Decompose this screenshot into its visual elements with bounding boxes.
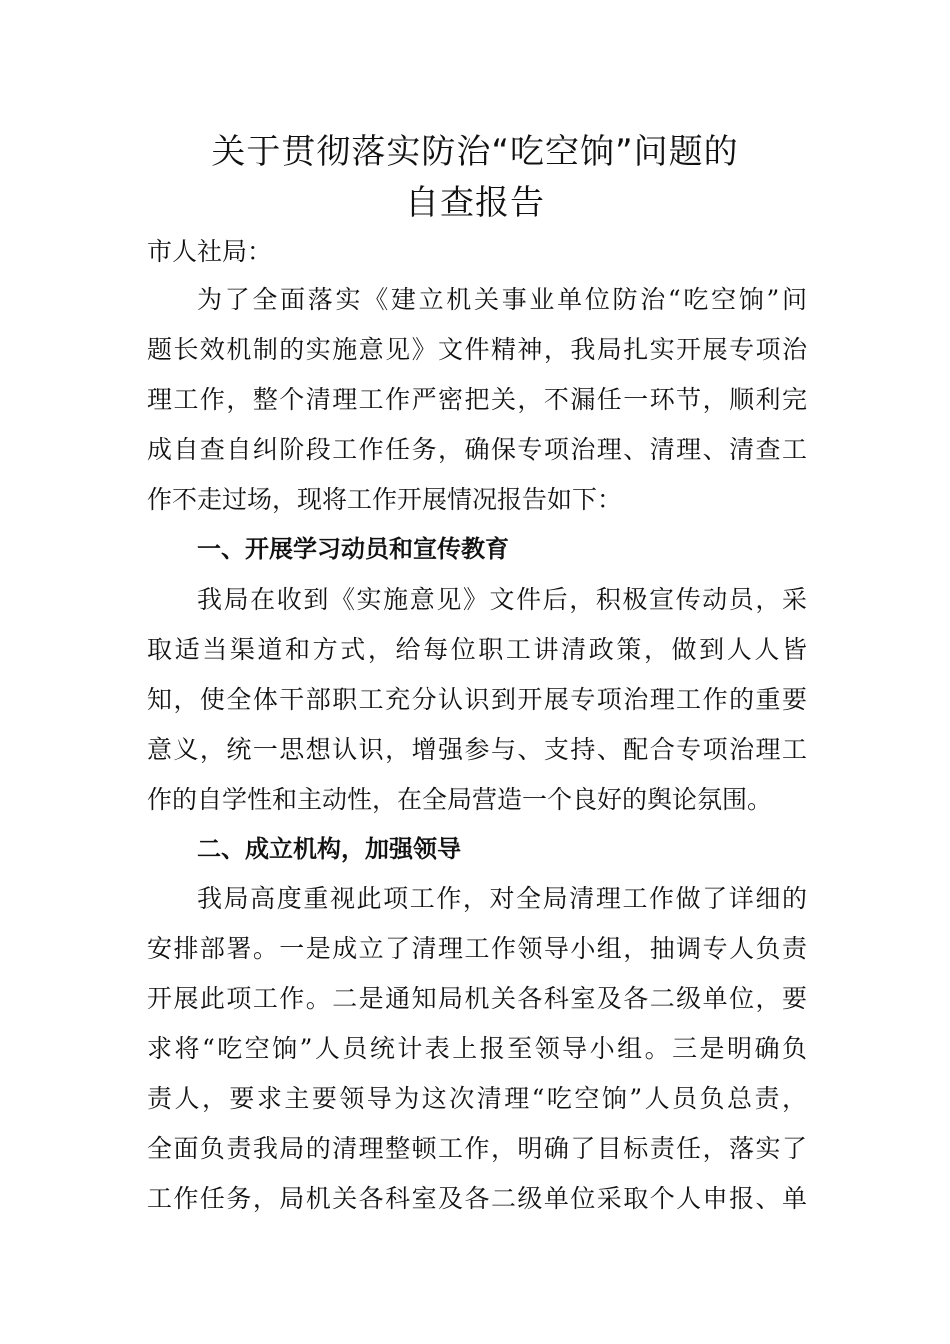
paragraph-1-line-3: 理工作，整个清理工作严密把关，不漏任一环节，顺利完 — [147, 385, 807, 414]
section-heading-1: 一、开展学习动员和宣传教育 — [197, 535, 509, 563]
paragraph-3-line-3: 开展此项工作。二是通知局机关各科室及各二级单位，要 — [147, 984, 807, 1013]
paragraph-1-line-2: 题长效机制的实施意见》文件精神，我局扎实开展专项治 — [147, 335, 807, 364]
paragraph-2-line-3: 知，使全体干部职工充分认识到开展专项治理工作的重要 — [147, 685, 807, 714]
report-title-line-2: 自查报告 — [405, 183, 545, 223]
paragraph-3-line-1: 我局高度重视此项工作，对全局清理工作做了详细的 — [197, 884, 807, 913]
paragraph-1-line-4: 成自查自纠阶段工作任务，确保专项治理、清理、清查工 — [147, 435, 807, 464]
paragraph-3-line-4: 求将“吃空饷”人员统计表上报至领导小组。三是明确负 — [147, 1034, 807, 1063]
paragraph-3-line-5: 责人，要求主要领导为这次清理“吃空饷”人员负总责， — [147, 1084, 807, 1113]
paragraph-2-line-5: 作的自学性和主动性，在全局营造一个良好的舆论氛围。 — [147, 785, 773, 814]
paragraph-2-line-1: 我局在收到《实施意见》文件后，积极宣传动员，采 — [197, 585, 807, 614]
paragraph-1-line-1: 为了全面落实《建立机关事业单位防治“吃空饷”问 — [197, 285, 807, 314]
section-heading-2: 二、成立机构，加强领导 — [197, 835, 461, 863]
paragraph-2-line-2: 取适当渠道和方式，给每位职工讲清政策，做到人人皆 — [147, 635, 807, 664]
paragraph-3-line-6: 全面负责我局的清理整顿工作，明确了目标责任，落实了 — [147, 1134, 807, 1163]
paragraph-3-line-2: 安排部署。一是成立了清理工作领导小组，抽调专人负责 — [147, 934, 807, 963]
report-title-line-1: 关于贯彻落实防治“吃空饷”问题的 — [211, 132, 739, 172]
paragraph-3-line-7: 工作任务，局机关各科室及各二级单位采取个人申报、单 — [147, 1184, 807, 1213]
paragraph-2-line-4: 意义，统一思想认识，增强参与、支持、配合专项治理工 — [147, 735, 807, 764]
salutation: 市人社局： — [147, 237, 273, 266]
paragraph-1-line-5: 作不走过场，现将工作开展情况报告如下： — [147, 485, 623, 514]
